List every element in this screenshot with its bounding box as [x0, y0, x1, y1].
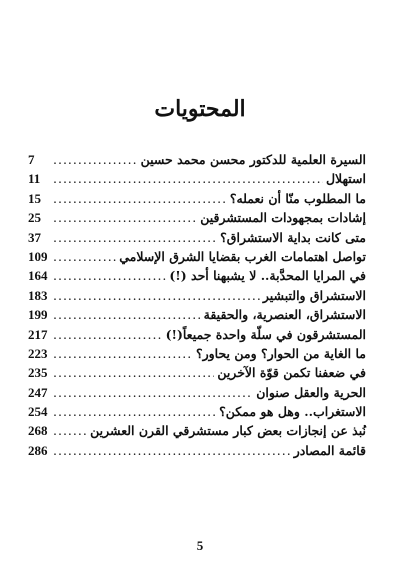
toc-entry-page: 235 [28, 365, 48, 381]
toc-entry-page: 164 [28, 268, 48, 284]
toc-entry [28, 150, 366, 169]
toc-dot-leader [53, 421, 87, 440]
toc-dot-leader [53, 383, 253, 402]
toc-dot-leader [53, 344, 193, 363]
toc-entry [28, 363, 366, 382]
toc-dot-leader [53, 266, 166, 285]
toc-entry-page: 37 [28, 229, 41, 245]
toc-dot-leader [53, 441, 291, 460]
toc-entry [28, 208, 366, 227]
toc-dot-leader [53, 305, 201, 324]
toc-entry-title: ما الغاية من الحوار؟ ومن يحاور؟ [195, 345, 366, 361]
toc-entry [28, 169, 366, 188]
toc-entry-title: الاستغراب.. وهل هو ممكن؟ [219, 404, 366, 420]
toc-entry-page: 109 [28, 248, 48, 264]
toc-entry-page: 268 [28, 423, 48, 439]
toc-entry-page: 25 [28, 210, 41, 226]
toc-dot-leader [53, 150, 138, 169]
toc-entry-page: 183 [28, 287, 48, 303]
toc-entry-title: الحرية والعقل صنوان [256, 384, 366, 400]
toc-entry-page: 15 [28, 190, 41, 206]
toc-entry-page: 199 [28, 307, 48, 323]
toc-entry [28, 383, 366, 402]
toc-entry-page: 254 [28, 404, 48, 420]
toc-dot-leader [53, 189, 227, 208]
toc-entry [28, 228, 366, 247]
toc-entry [28, 305, 366, 324]
toc-entry-page: 247 [28, 384, 48, 400]
toc-dot-leader [53, 286, 260, 305]
footer-page-number: 5 [196, 538, 204, 553]
toc-entry [28, 325, 366, 344]
toc-entry-title: الاستشراق والتبشير [262, 287, 366, 303]
toc-entry-title: قائمة المصادر [293, 442, 366, 458]
toc-entry-title: الاستشراق، العنصرية، والحقيقة [203, 307, 366, 323]
toc-dot-leader [53, 402, 216, 421]
toc-entry-title: السيرة العلمية للدكتور محسن محمد حسين [140, 152, 366, 167]
toc-entry-title: تواصل اهتمامات الغرب بقضايا الشرق الإسلامي [119, 248, 366, 264]
toc-entry-title: استهلال [325, 171, 366, 187]
toc-entry [28, 286, 366, 305]
toc-entry [28, 189, 366, 208]
toc-entry-title: إشادات بمجهودات المستشرقين [200, 210, 366, 226]
toc-entry [28, 441, 366, 460]
toc-entry-page: 11 [28, 171, 41, 187]
toc-entry-title: المستشرقون في سلّة واحدة جميعاً(!) [165, 326, 366, 342]
toc-entry-title: نُبذ عن إنجازات بعض كبار مستشرقي القرن العشرين [90, 423, 366, 439]
toc-entry-page: 7 [28, 152, 35, 167]
toc-entry-page: 217 [28, 326, 48, 342]
toc-entry [28, 421, 366, 440]
page-title: المحتويات [154, 96, 246, 122]
toc-entry-page: 286 [28, 442, 48, 458]
toc-dot-leader [53, 247, 116, 266]
toc-entry [28, 266, 366, 285]
toc-dot-leader [53, 228, 217, 247]
toc-entry-title: في المرايا المحدَّبة.. لا يشبهنا أحد (!) [169, 268, 366, 284]
toc-dot-leader [53, 208, 197, 227]
toc-dot-leader [53, 169, 323, 188]
toc-entry [28, 402, 366, 421]
toc-entry-title: متى كانت بداية الاستشراق؟ [220, 229, 366, 245]
table-of-contents [28, 150, 366, 460]
toc-entry-title: ما المطلوب منّا أن نعمله؟ [229, 190, 366, 206]
toc-entry [28, 247, 366, 266]
toc-entry [28, 344, 366, 363]
toc-entry-title: في ضعفنا تكمن قوّة الآخرين [217, 365, 366, 381]
toc-dot-leader [53, 363, 214, 382]
toc-entry-page: 223 [28, 345, 48, 361]
toc-dot-leader [53, 325, 163, 344]
